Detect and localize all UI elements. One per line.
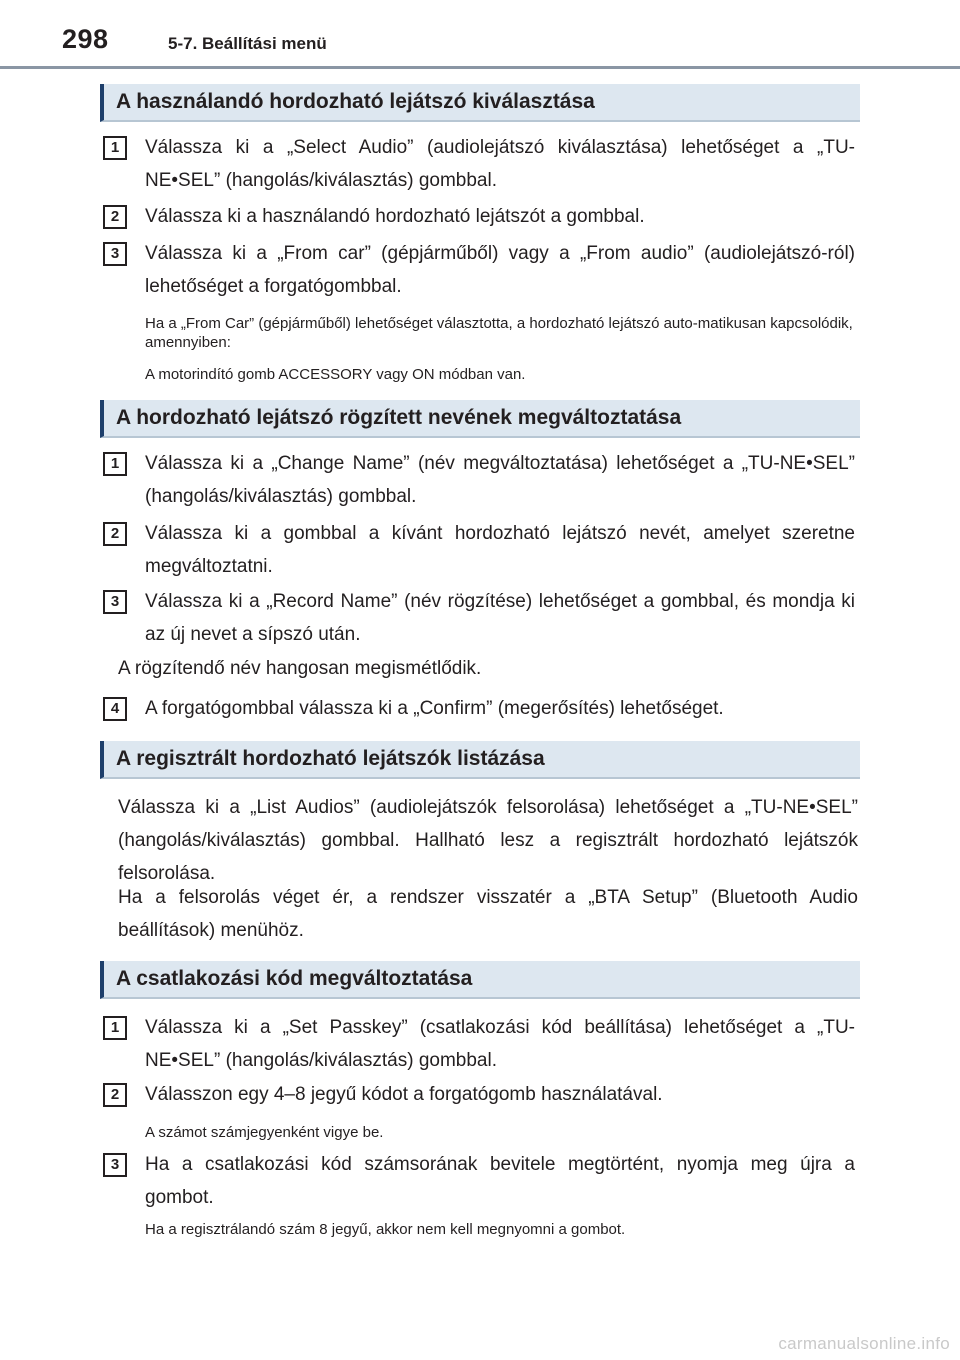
body-paragraph: Válassza ki a „List Audios” (audiolejátszók felsorolása) lehetőséget a „TU-NE•SEL” (hangolás/kiválasztás) gombbal. Hallható lesz a regisztrált hordozható lejátszók felsorolása. [118, 797, 858, 884]
page-number: 298 [62, 24, 109, 54]
section-title: A használandó hordozható lejátszó kiválasztása [116, 90, 595, 113]
step-number: 3 [103, 590, 127, 614]
step-text: Válasszon egy 4–8 jegyű kódot a forgatógomb használatával. [145, 1084, 663, 1105]
step-number: 2 [103, 205, 127, 229]
section-heading [100, 741, 860, 779]
chapter-title: 5-7. Beállítási menü [168, 34, 327, 53]
step-text: Válassza ki a „Record Name” (név rögzítése) lehetőséget a gombbal, és mondja ki az új nevet a sípszó után. [145, 591, 855, 645]
note-text: A számot számjegyenként vigye be. [145, 1124, 384, 1141]
plain-text: A rögzítendő név hangosan megismétlődik. [118, 658, 482, 679]
body-paragraph: Ha a felsorolás véget ér, a rendszer visszatér a „BTA Setup” (Bluetooth Audio beállítások) menühöz. [118, 887, 858, 941]
section-title: A csatlakozási kód megváltoztatása [116, 967, 473, 990]
step-text: Válassza ki a „Change Name” (név megváltoztatása) lehetőséget a „TU-NE•SEL” (hangolás/kiválasztás) gombbal. [145, 453, 855, 507]
step-text: Válassza ki a gombbal a kívánt hordozható lejátszó nevét, amelyet szeretne megváltoztatni. [145, 523, 855, 577]
note-text: Ha a „From Car” (gépjárműből) lehetőséget választotta, a hordozható lejátszó auto-matikusan kapcsolódik, amennyiben: [145, 315, 853, 351]
note-text: A motorindító gomb ACCESSORY vagy ON módban van. [145, 366, 526, 383]
step-number: 2 [103, 522, 127, 546]
step-text: Válassza ki a használandó hordozható lejátszót a gombbal. [145, 206, 645, 227]
note-text: Ha a regisztrálandó szám 8 jegyű, akkor nem kell megnyomni a gombot. [145, 1221, 626, 1238]
step-text: Ha a csatlakozási kód számsorának bevitele megtörtént, nyomja meg újra a gombot. [145, 1154, 855, 1208]
header-divider [0, 66, 960, 69]
step-number: 1 [103, 1016, 127, 1040]
step-text: Válassza ki a „Set Passkey” (csatlakozási kód beállítása) lehetőséget a „TU-NE•SEL” (hangolás/kiválasztás) gombbal. [145, 1017, 855, 1071]
watermark-text: carmanualsonline.info [778, 1334, 950, 1353]
step-number: 4 [103, 697, 127, 721]
step-text: A forgatógombbal válassza ki a „Confirm” (megerősítés) lehetőséget. [145, 698, 724, 719]
page-header [0, 0, 960, 70]
step-number: 2 [103, 1083, 127, 1107]
step-number: 3 [103, 1153, 127, 1177]
section-title: A hordozható lejátszó rögzített nevének megváltoztatása [116, 406, 682, 429]
step-number: 1 [103, 452, 127, 476]
section-title: A regisztrált hordozható lejátszók listázása [116, 747, 545, 770]
section-heading [100, 961, 860, 999]
section-heading [100, 400, 860, 438]
step-text: Válassza ki a „From car” (gépjárműből) vagy a „From audio” (audiolejátszó-ról) lehetőséget a forgatógombbal. [145, 243, 855, 297]
step-text: Válassza ki a „Select Audio” (audiolejátszó kiválasztása) lehetőséget a „TU-NE•SEL” (hangolás/kiválasztás) gombbal. [145, 137, 855, 191]
step-number: 3 [103, 242, 127, 266]
step-number: 1 [103, 136, 127, 160]
section-heading [100, 84, 860, 122]
